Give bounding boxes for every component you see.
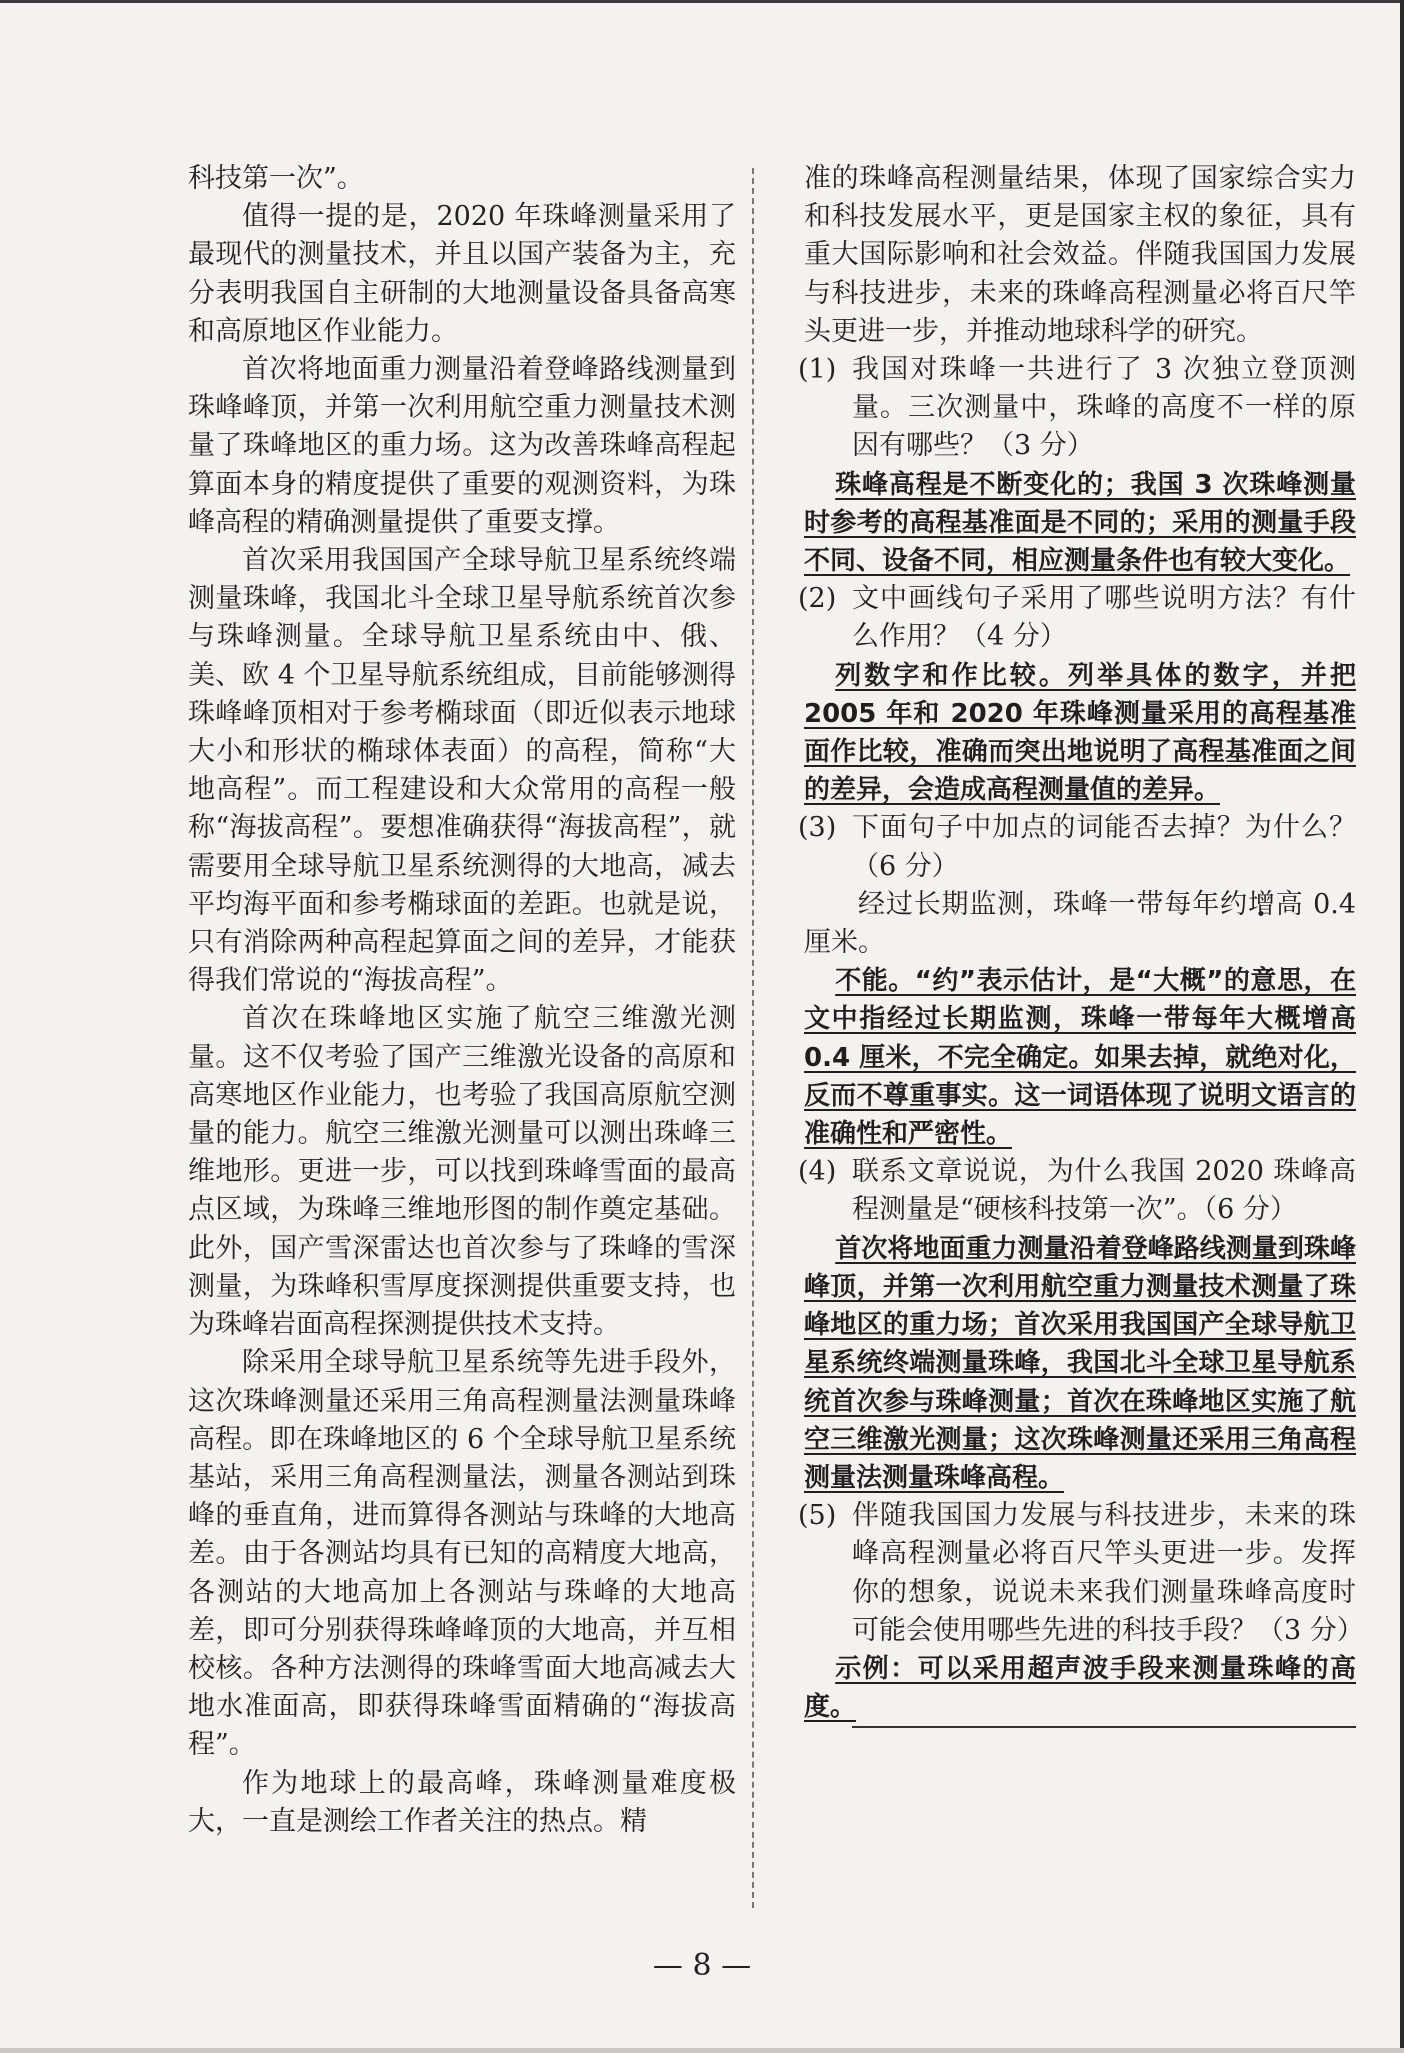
article-column: [188, 160, 736, 1841]
article-paragraph: 首次在珠峰地区实施了航空三维激光测量。这不仅考验了国产三维激光设备的高原和高寒地区作业能力，也考验了我国高原航空测量的能力。航空三维激光测量可以测出珠峰三维地形。更进一步，可以找到珠峰雪面的最高点区域，为珠峰三维地形图的制作奠定基础。此外，国产雪深雷达也首次参与了珠峰的雪深测量，为珠峰积雪厚度探测提供重要支持，也为珠峰岩面高程探测提供技术支持。: [188, 1003, 736, 1341]
top-rule: [0, 0, 1404, 3]
question-text: 联系文章说说，为什么我国 2020 珠峰高程测量是“硬核科技第一次”。（6 分）: [852, 1156, 1356, 1226]
answer-underline: [852, 1726, 1356, 1728]
question-text: 伴随我国国力发展与科技进步，未来的珠峰高程测量必将百尺竿头更进一步。发挥你的想象，说说未来我们测量珠峰高度时可能会使用哪些先进的科技手段？（3 分）: [852, 1500, 1364, 1646]
page-bottom-edge: [0, 2048, 1404, 2053]
article-paragraph: 值得一提的是，2020 年珠峰测量采用了最现代的测量技术，并且以国产装备为主，充分表明我国自主研制的大地测量设备具备高寒和高原地区作业能力。: [188, 201, 736, 347]
question-text: 文中画线句子采用了哪些说明方法？有什么作用？（4 分）: [852, 583, 1356, 653]
question-text: 我国对珠峰一共进行了 3 次独立登顶测量。三次测量中，珠峰的高度不一样的原因有哪些？（3 分）: [852, 354, 1356, 462]
answer-3: [804, 962, 1356, 1153]
answer-2: [804, 657, 1356, 810]
answer-text: 示例：可以采用超声波手段来测量珠峰的高度。: [804, 1653, 1356, 1723]
page-edge: [1400, 0, 1404, 2053]
quoted-sentence: [804, 886, 1356, 962]
answer-text: 列数字和作比较。列举具体的数字，并把 2005 年和 2020 年珠峰测量采用的高程基准面作比较，准确而突出地说明了高程基准面之间的差异，会造成高程测量值的差异。: [804, 660, 1356, 806]
question-number: (1): [798, 354, 837, 386]
question-2: [798, 580, 1356, 656]
article-paragraph: 科技第一次”。: [188, 163, 364, 194]
quote-text: 增高 0.4 厘米。: [804, 888, 1357, 959]
answer-text: 首次将地面重力测量沿着登峰路线测量到珠峰峰顶，并第一次利用航空重力测量技术测量了珠峰地区的重力场；首次采用我国国产全球导航卫星系统终端测量珠峰，我国北斗全球卫星导航系统首次参与珠峰测量；首次在珠峰地区实施了航空三维激光测量；这次珠峰测量还采用三角高程测量法测量珠峰高程。: [804, 1233, 1356, 1493]
answer-text: 不能。“约”表示估计，是“大概”的意思，在文中指经过长期监测，珠峰一带每年大概增高 0.4 厘米，不完全确定。如果去掉，就绝对化，反而不尊重事实。这一词语体现了说明文语言的准确性和严密性。: [804, 966, 1356, 1150]
questions-column: [798, 160, 1364, 1728]
article-paragraph: 除采用全球导航卫星系统等先进手段外，这次珠峰测量还采用三角高程测量法测量珠峰高程。即在珠峰地区的 6 个全球导航卫星系统基站，采用三角高程测量法，测量各测站到珠峰的垂直角，进而算得各测站与珠峰的大地高差。由于各测站均具有已知的高精度大地高，各测站的大地高加上各测站与珠峰的大地高差，即可分别获得珠峰峰顶的大地高，并互相校核。各种方法测得的珠峰雪面大地高减去大地水准面高，即获得珠峰雪面精确的“海拔高程”。: [188, 1347, 736, 1761]
question-number: (4): [798, 1156, 837, 1188]
answer-5: [804, 1650, 1356, 1726]
dotted-word: 约: [1220, 888, 1248, 920]
article-paragraph: 首次采用我国国产全球导航卫星系统终端测量珠峰，我国北斗全球卫星导航系统首次参与珠峰测量。全球导航卫星系统由中、俄、美、欧 4 个卫星导航系统组成，目前能够测得珠峰峰顶相对于参考椭球面（即近似表示地球大小和形状的椭球体表面）的高程，简称“大地高程”。而工程建设和大众常用的高程一般称“海拔高程”。要想准确获得“海拔高程”，就需要用全球导航卫星系统测得的大地高，减去平均海平面和参考椭球面的差距。也就是说，只有消除两种高程起算面之间的差异，才能获得我们常说的“海拔高程”。: [188, 545, 736, 997]
question-number: (5): [798, 1500, 837, 1532]
column-divider: [752, 168, 754, 1908]
question-text: 下面句子中加点的词能否去掉？为什么？（6 分）: [852, 812, 1356, 882]
quote-text: 经过长期监测，珠峰一带每年: [858, 888, 1221, 920]
question-5: [798, 1497, 1364, 1650]
answer-text: 珠峰高程是不断变化的；我国 3 次珠峰测量时参考的高程基准面是不同的；采用的测量手段不同、设备不同，相应测量条件也有较大变化。: [804, 469, 1356, 577]
answer-1: [804, 466, 1356, 581]
question-number: (2): [798, 583, 837, 615]
article-continuation: 准的珠峰高程测量结果，体现了国家综合实力和科技发展水平，更是国家主权的象征，具有重大国际影响和社会效益。伴随我国国力发展与科技进步，未来的珠峰高程测量必将百尺竿头更进一步，并推动地球科学的研究。: [804, 163, 1356, 347]
article-paragraph: 首次将地面重力测量沿着登峰路线测量到珠峰峰顶，并第一次利用航空重力测量技术测量了珠峰地区的重力场。这为改善珠峰高程起算面本身的精度提供了重要的观测资料，为珠峰高程的精确测量提供了重要支撑。: [188, 354, 736, 538]
question-4: [798, 1153, 1356, 1229]
article-paragraph: 作为地球上的最高峰，珠峰测量难度极大，一直是测绘工作者关注的热点。精: [188, 1767, 736, 1837]
answer-4: [804, 1230, 1356, 1497]
question-3: [798, 809, 1356, 885]
question-1: [798, 351, 1356, 466]
page-number: — 8 —: [652, 1948, 752, 1983]
question-number: (3): [798, 812, 837, 844]
